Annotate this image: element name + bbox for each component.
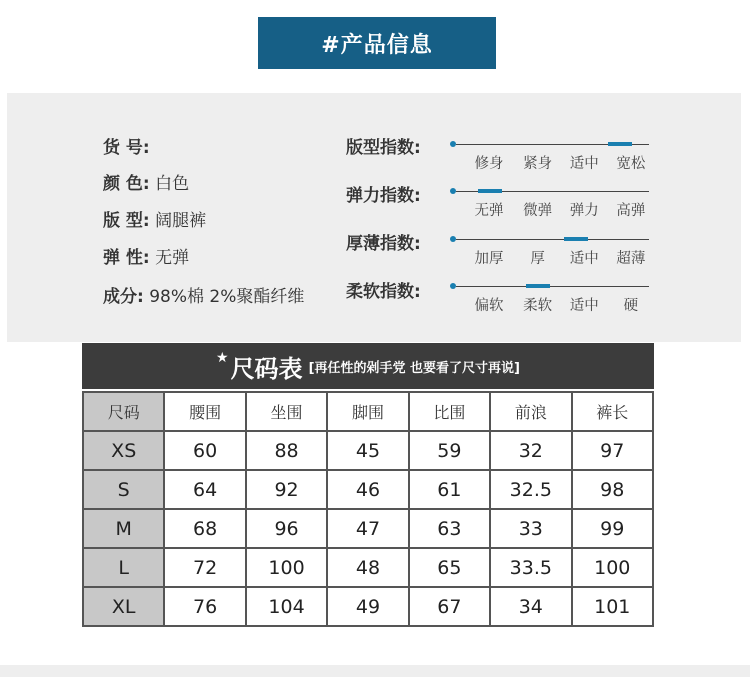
size-cell: S	[83, 470, 164, 509]
size-chart-header	[82, 343, 654, 389]
section-title-banner	[258, 17, 496, 69]
footer-divider	[0, 665, 750, 677]
scale-line	[456, 286, 649, 287]
info-row-fit	[103, 206, 206, 231]
size-chart-subtitle: [再任性的剁手党 也要看了尺寸再说]	[308, 360, 520, 376]
size-table	[82, 391, 654, 627]
scale-option: 厚	[530, 251, 545, 267]
scale-option: 修身	[474, 156, 504, 172]
table-cell: 104	[246, 587, 327, 626]
table-cell: 46	[327, 470, 408, 509]
scale-option: 微弹	[523, 203, 553, 219]
column-header: 裤长	[572, 392, 653, 431]
scale-option: 宽松	[616, 156, 646, 172]
table-cell: 60	[164, 431, 245, 470]
scale-options	[466, 199, 652, 220]
info-key: 版 型:	[103, 211, 150, 231]
sparkle-icon: ★	[216, 350, 229, 366]
table-cell: 65	[409, 548, 490, 587]
table-cell: 33.5	[490, 548, 571, 587]
column-header: 尺码	[83, 392, 164, 431]
table-cell: 45	[327, 431, 408, 470]
metric-label-stretch: 弹力指数:	[346, 186, 421, 206]
metric-scale-softness	[450, 286, 650, 316]
table-header-row	[83, 392, 653, 431]
scale-option: 弹力	[569, 203, 599, 219]
table-cell: 98	[572, 470, 653, 509]
table-cell: 47	[327, 509, 408, 548]
column-header: 腰围	[164, 392, 245, 431]
table-row	[83, 431, 653, 470]
info-row-item-no	[103, 133, 150, 158]
table-cell: 34	[490, 587, 571, 626]
info-value: 白色	[149, 174, 190, 194]
metric-label-softness: 柔软指数:	[346, 282, 421, 302]
table-cell: 76	[164, 587, 245, 626]
info-value: 98%棉 2%聚酯纤维	[143, 287, 305, 307]
info-value: 阔腿裤	[149, 211, 207, 231]
table-cell: 97	[572, 431, 653, 470]
info-value: 无弹	[149, 248, 190, 268]
scale-marker	[608, 142, 632, 146]
table-cell: 33	[490, 509, 571, 548]
table-cell: 92	[246, 470, 327, 509]
table-cell: 99	[572, 509, 653, 548]
info-key: 成分:	[103, 287, 144, 307]
table-cell: 59	[409, 431, 490, 470]
info-row-color	[103, 169, 189, 194]
table-row	[83, 470, 653, 509]
table-cell: 100	[572, 548, 653, 587]
metric-label-fit: 版型指数:	[346, 138, 421, 158]
table-cell: 68	[164, 509, 245, 548]
table-cell: 72	[164, 548, 245, 587]
table-row	[83, 587, 653, 626]
scale-line	[456, 239, 649, 240]
scale-option: 硬	[623, 298, 639, 314]
column-header: 脚围	[327, 392, 408, 431]
scale-marker	[564, 237, 588, 241]
table-cell: 100	[246, 548, 327, 587]
info-key: 颜 色:	[103, 174, 150, 194]
table-row	[83, 548, 653, 587]
size-chart-title: 尺码表	[230, 354, 303, 383]
scale-option: 无弹	[474, 203, 504, 219]
scale-options	[466, 247, 652, 268]
scale-option: 偏软	[474, 298, 504, 314]
size-cell: XL	[83, 587, 164, 626]
table-cell: 32	[490, 431, 571, 470]
scale-option: 适中	[569, 156, 599, 172]
table-cell: 32.5	[490, 470, 571, 509]
table-cell: 49	[327, 587, 408, 626]
scale-option: 柔软	[523, 298, 553, 314]
scale-options	[466, 152, 652, 173]
scale-option: 超薄	[616, 251, 646, 267]
info-row-elasticity	[103, 243, 189, 268]
column-header: 比围	[409, 392, 490, 431]
info-key: 货 号:	[103, 138, 150, 158]
metric-scale-fit	[450, 144, 650, 174]
column-header: 坐围	[246, 392, 327, 431]
scale-option: 加厚	[474, 251, 504, 267]
column-header: 前浪	[490, 392, 571, 431]
table-cell: 88	[246, 431, 327, 470]
info-key: 弹 性:	[103, 248, 150, 268]
scale-option: 适中	[569, 251, 599, 267]
scale-option: 高弹	[616, 203, 646, 219]
table-cell: 63	[409, 509, 490, 548]
size-cell: L	[83, 548, 164, 587]
scale-marker	[526, 284, 550, 288]
metric-label-thickness: 厚薄指数:	[346, 234, 421, 254]
table-cell: 64	[164, 470, 245, 509]
table-row	[83, 509, 653, 548]
scale-option: 适中	[569, 298, 599, 314]
info-row-material	[103, 282, 304, 307]
table-cell: 48	[327, 548, 408, 587]
scale-options	[466, 294, 652, 315]
table-cell: 67	[409, 587, 490, 626]
table-cell: 61	[409, 470, 490, 509]
scale-marker	[478, 189, 502, 193]
metric-scale-thickness	[450, 239, 650, 269]
size-cell: M	[83, 509, 164, 548]
size-cell: XS	[83, 431, 164, 470]
scale-option: 紧身	[523, 156, 553, 172]
table-cell: 101	[572, 587, 653, 626]
table-cell: 96	[246, 509, 327, 548]
metric-scale-stretch	[450, 191, 650, 221]
section-title: #产品信息	[321, 32, 433, 58]
